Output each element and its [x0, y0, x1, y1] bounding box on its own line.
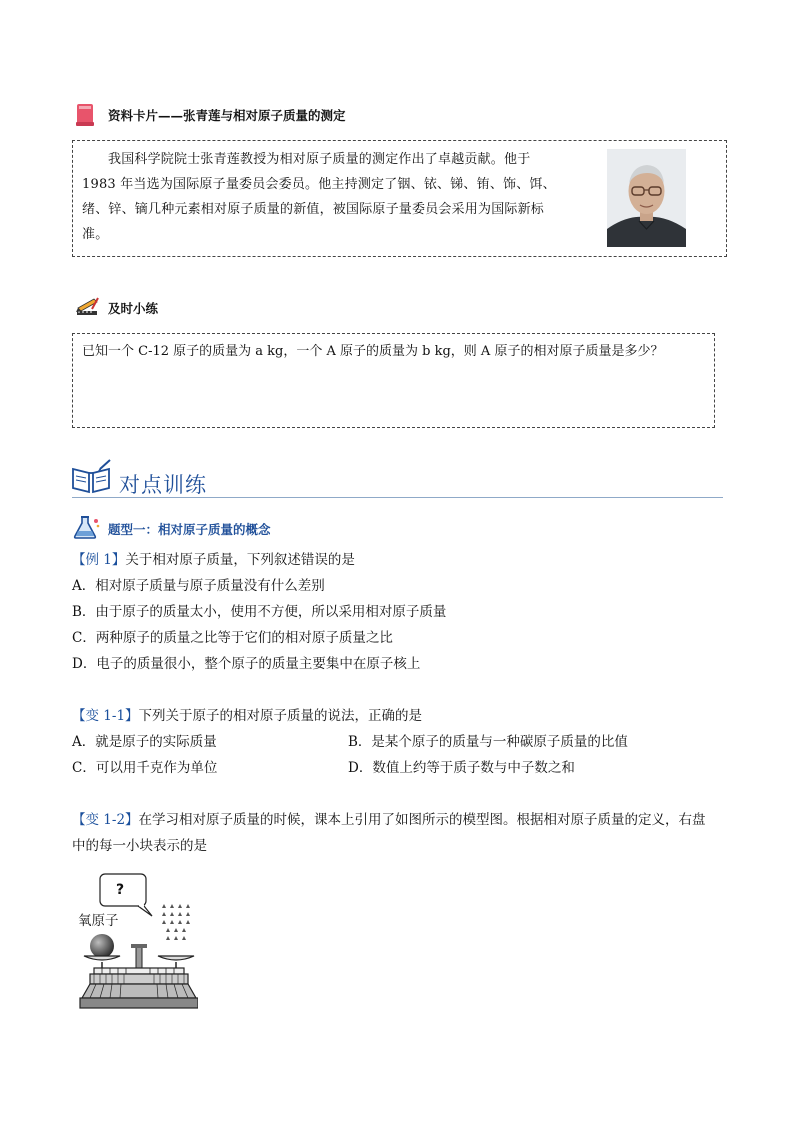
figure-bubble-text: ?: [116, 882, 125, 898]
training-icon: [70, 459, 112, 495]
ex1-stem: [72, 547, 355, 573]
var12-stem: [72, 807, 706, 833]
var11-stem-text: 下列关于原子的相对原子质量的说法，正确的是: [138, 708, 423, 724]
training-heading: 对点训练: [119, 473, 207, 497]
var11-option-c: C．可以用千克作为单位: [72, 760, 218, 776]
var11-option-b: B．是某个原子的质量与一种碳原子质量的比值: [348, 734, 628, 750]
card-icon: [74, 103, 96, 127]
type-icon: [73, 514, 101, 540]
practice-title: 及时小练: [108, 301, 159, 316]
var11-option-d: D．数值上约等于质子数与中子数之和: [348, 760, 575, 776]
ex1-option-a: A．相对原子质量与原子质量没有什么差别: [72, 578, 325, 594]
var12-stem-text: 在学习相对原子质量的时候，课本上引用了如图所示的模型图。根据相对原子质量的定义，右盘: [138, 812, 706, 828]
var11-label: 【变 1-1】: [72, 708, 139, 724]
type1-heading: 题型一：相对原子质量的概念: [108, 522, 271, 537]
var12-label: 【变 1-2】: [72, 812, 139, 828]
card-title: 资料卡片——张青莲与相对原子质量的测定: [108, 108, 346, 123]
practice-question: 已知一个 C-12 原子的质量为 a kg，一个 A 原子的质量为 b kg，则 A 原子的相对原子质量是多少？: [82, 344, 664, 359]
ex1-label: 【例 1】: [72, 552, 126, 568]
ex1-option-d: D．电子的质量很小，整个原子的质量主要集中在原子核上: [72, 656, 421, 672]
card-line-4: 准。: [82, 227, 109, 242]
card-line-1: 我国科学院院士张青莲教授为相对原子质量的测定作出了卓越贡献。他于: [108, 152, 531, 167]
var11-stem: [72, 703, 422, 729]
ex1-option-b: B．由于原子的质量太小，使用不方便，所以采用相对原子质量: [72, 604, 447, 620]
ex1-stem-text: 关于相对原子质量，下列叙述错误的是: [125, 552, 355, 568]
heading-rule: [72, 497, 723, 498]
figure-oxygen-label: 氧原子: [78, 913, 119, 929]
var12-stem-line2: 中的每一小块表示的是: [72, 838, 207, 854]
balance-figure: [78, 870, 198, 1012]
card-line-2: 1983 年当选为国际原子量委员会委员。他主持测定了铟、铱、锑、铕、饰、饵、: [82, 177, 556, 192]
portrait-photo: [607, 149, 686, 247]
ex1-option-c: C．两种原子的质量之比等于它们的相对原子质量之比: [72, 630, 393, 646]
card-line-3: 绪、锌、镝几种元素相对原子质量的新值，被国际原子量委员会采用为国际新标: [82, 202, 545, 217]
var11-option-a: A．就是原子的实际质量: [72, 734, 217, 750]
practice-icon: [74, 296, 100, 318]
